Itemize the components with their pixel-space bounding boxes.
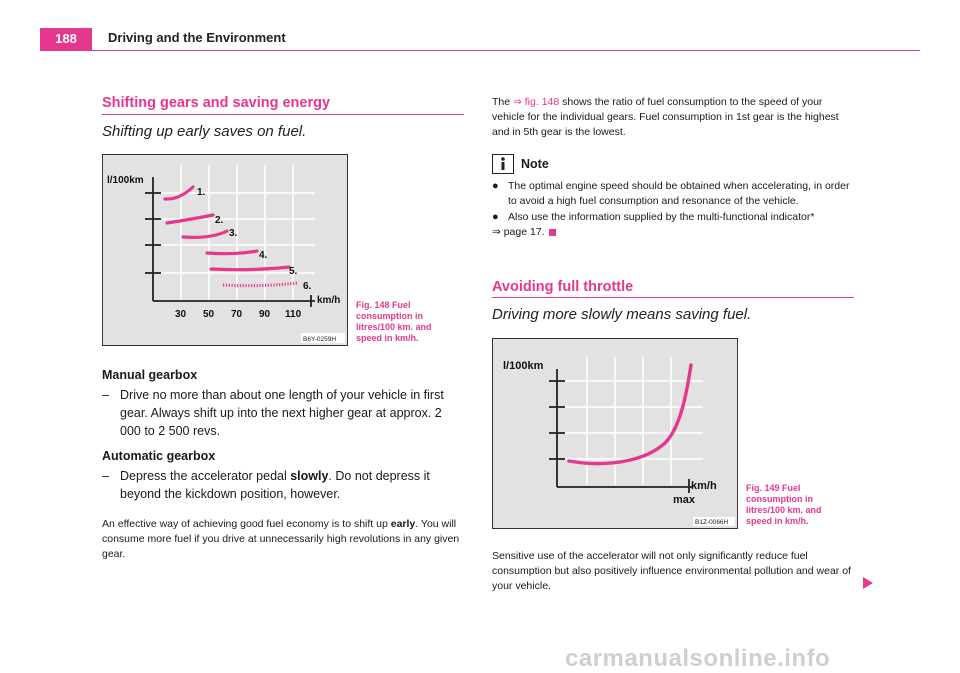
automatic-gearbox-item xyxy=(102,467,464,503)
curve-gear-5 xyxy=(211,267,289,270)
fig149-max-label: max xyxy=(673,494,696,506)
gear-label-2: 2. xyxy=(215,215,224,226)
note-bullet-1-text: The optimal engine speed should be obtained when accelerating, in order to avoid a high fuel consumption and resonance of the vehicle. xyxy=(508,180,850,207)
automatic-gearbox-text: Depress the accelerator pedal slowly. Do not depress it beyond the kickdown position, however. xyxy=(120,469,430,501)
section-rule xyxy=(102,114,464,115)
page-number: 188 xyxy=(40,28,92,50)
dash-marker: – xyxy=(102,469,109,483)
manual-gearbox-heading: Manual gearbox xyxy=(102,368,198,382)
tick-70: 70 xyxy=(231,309,243,320)
gear-label-4: 4. xyxy=(259,250,268,261)
fig148-caption: Fig. 148 Fuel consumption in litres/100 km. and speed in km/h. xyxy=(356,300,432,343)
fig148-link[interactable]: ⇒ fig. 148 xyxy=(513,96,560,108)
gear-label-3: 3. xyxy=(229,228,238,239)
note-bullet-1 xyxy=(492,179,854,209)
fig149-ylabel: l/100km xyxy=(503,360,544,372)
manual-gearbox-item xyxy=(102,386,464,440)
tick-110: 110 xyxy=(285,309,302,320)
fig148-ylabel: l/100km xyxy=(107,175,144,186)
note-page-ref[interactable]: ⇒ page 17. xyxy=(492,226,545,238)
end-marker xyxy=(549,229,556,236)
tick-50: 50 xyxy=(203,309,215,320)
fig149-code: B1Z-0066H xyxy=(695,519,729,526)
section-heading-throttle: Avoiding full throttle xyxy=(492,279,634,295)
section-subheading-throttle: Driving more slowly means saving fuel. xyxy=(492,306,752,323)
watermark: carmanualsonline.info xyxy=(565,645,831,672)
bullet-marker: ● xyxy=(492,211,499,223)
fig148-xlabel: km/h xyxy=(317,295,341,306)
section-subheading-shifting: Shifting up early saves on fuel. xyxy=(102,123,307,140)
tick-30: 30 xyxy=(175,309,187,320)
figure-149 xyxy=(492,338,738,529)
fig148-axes xyxy=(145,177,315,307)
fig149-chart xyxy=(493,339,737,528)
note-title: Note xyxy=(521,157,549,171)
gear-label-5: 5. xyxy=(289,266,298,277)
fig149-xlabel: km/h xyxy=(691,480,717,492)
fuel-economy-paragraph: An effective way of achieving good fuel economy is to shift up early. You will consume more fuel if you drive at unnecessarily high revolutions in any given gear. xyxy=(102,518,460,560)
fig148-chart xyxy=(103,155,347,345)
note-header xyxy=(492,154,549,174)
curve-gear-3 xyxy=(183,231,227,237)
fig148-curves xyxy=(165,187,289,270)
figure-148 xyxy=(102,154,348,346)
section-rule xyxy=(492,297,854,298)
fig148-intro-paragraph: The ⇒ fig. 148 shows the ratio of fuel consumption to the speed of your vehicle for the individual gears. Fuel consumption in 1st gear is the highest and in 5th gear is the lowest. xyxy=(492,96,839,138)
note-page-ref-line xyxy=(492,225,556,240)
dash-marker: – xyxy=(102,388,109,402)
next-page-arrow-icon[interactable] xyxy=(862,576,874,590)
fig149-caption: Fig. 149 Fuel consumption in litres/100 km. and speed in km/h. xyxy=(746,483,822,526)
gear-label-1: 1. xyxy=(197,187,206,198)
fig148-code: B6Y-0259H xyxy=(303,336,337,343)
note-bullet-2 xyxy=(492,210,854,225)
note-icon xyxy=(492,154,514,174)
tick-90: 90 xyxy=(259,309,271,320)
manual-gearbox-text: Drive no more than about one length of your vehicle in first gear. Always shift up into the next higher gear at approx. 2 000 to 2 500 revs. xyxy=(120,388,444,438)
bullet-marker: ● xyxy=(492,180,499,192)
note-bullet-2-text: Also use the information supplied by the multi-functional indicator* xyxy=(508,211,815,223)
gear-label-6: 6. xyxy=(303,281,312,292)
curve-gear-6 xyxy=(223,283,297,286)
running-title: Driving and the Environment xyxy=(108,30,286,45)
section-heading-shifting: Shifting gears and saving energy xyxy=(102,95,331,111)
closing-paragraph: Sensitive use of the accelerator will not only significantly reduce fuel consumption but also positively influence environmental pollution and wear of your vehicle. xyxy=(492,550,851,592)
automatic-gearbox-heading: Automatic gearbox xyxy=(102,449,216,463)
header-rule xyxy=(40,50,920,51)
curve-gear-4 xyxy=(207,251,257,254)
